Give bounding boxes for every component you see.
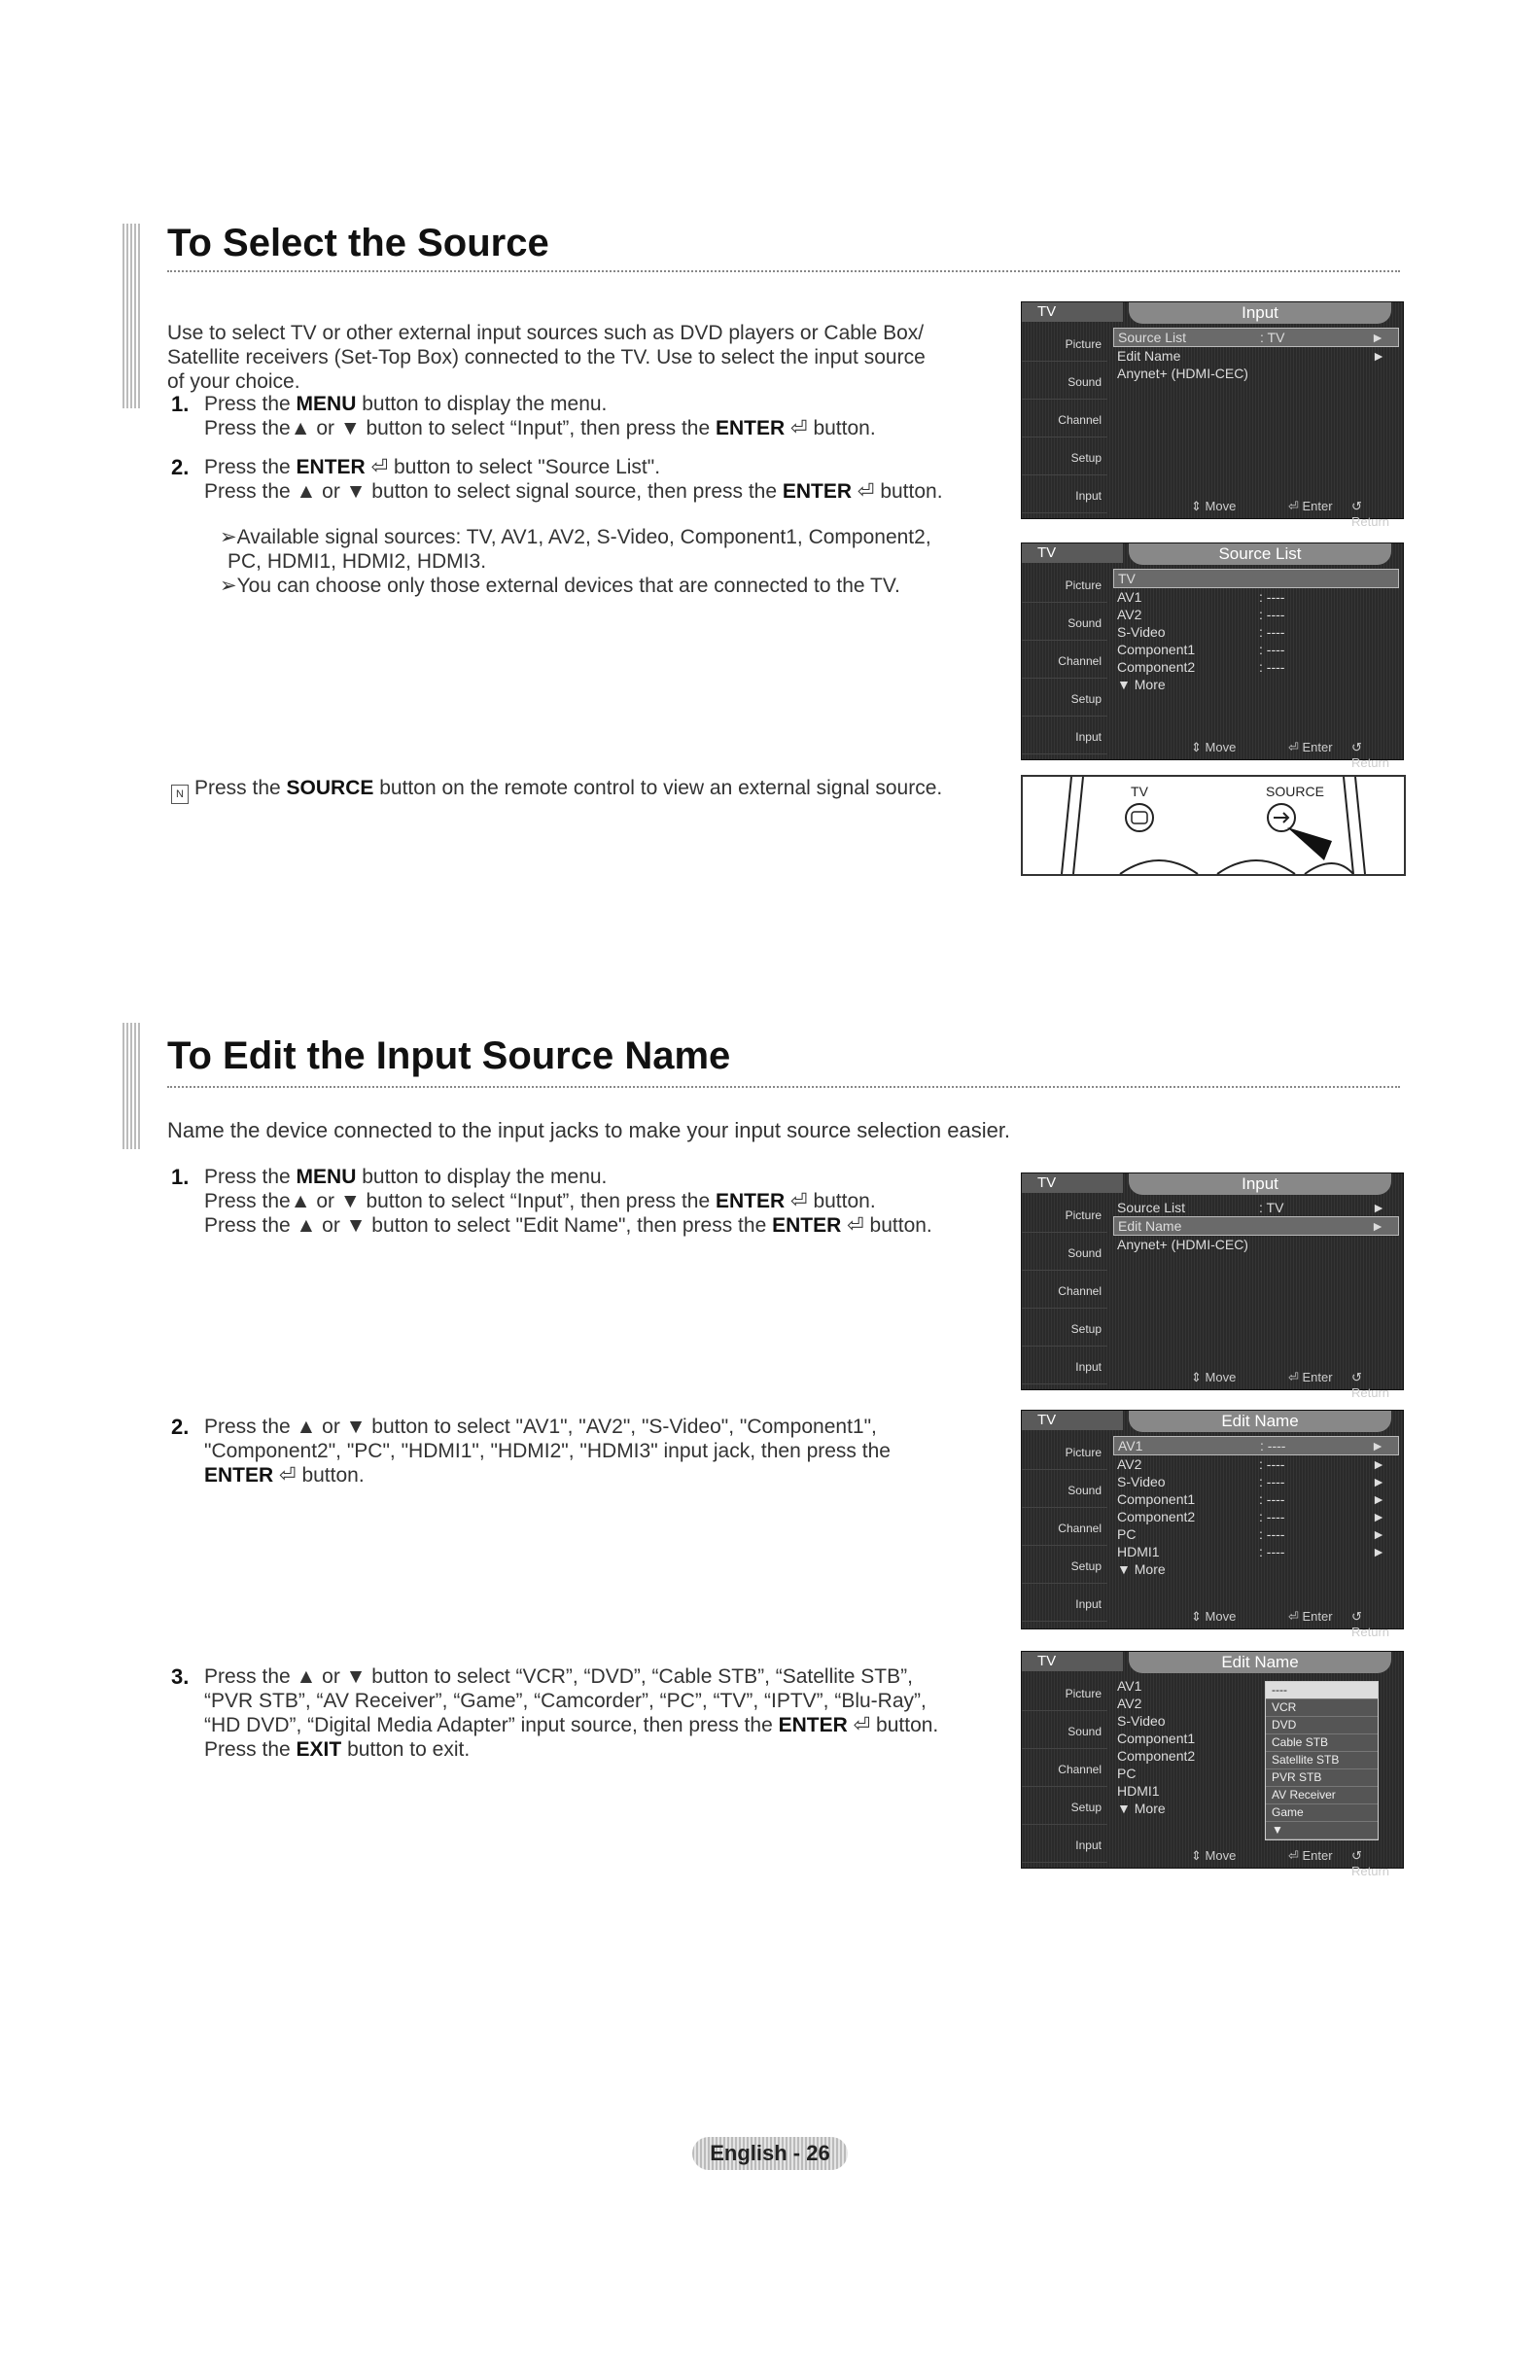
osd-side-item: Input — [1022, 1347, 1107, 1384]
osd-menu-row — [1113, 588, 1399, 606]
osd-menu-row — [1113, 1236, 1399, 1253]
osd-side-item: Setup — [1022, 679, 1107, 717]
osd-row-arrow: ► — [1372, 1509, 1385, 1524]
osd-side-item: Picture — [1022, 565, 1107, 603]
osd-row-label: Component1 — [1117, 1731, 1196, 1746]
osd-menu-row — [1113, 658, 1399, 676]
osd-header: Edit Name — [1129, 1411, 1391, 1432]
page-footer: English - 26 — [692, 2137, 848, 2170]
osd-move: ⇕ Move — [1191, 1848, 1237, 1863]
osd-row-arrow: ► — [1371, 330, 1384, 345]
osd-menu-row — [1113, 1508, 1399, 1525]
osd-side-item: Setup — [1022, 1546, 1107, 1584]
osd-row-value: : TV — [1259, 1200, 1284, 1215]
osd-side-item: Sound — [1022, 603, 1107, 641]
osd-menu-row — [1113, 569, 1399, 588]
osd-enter: ⏎ Enter — [1288, 1609, 1333, 1624]
osd-edit-name — [1021, 1410, 1404, 1639]
osd-row-value: : ---- — [1259, 659, 1285, 675]
osd-popup-item: Satellite STB — [1266, 1752, 1378, 1769]
osd-menu-row — [1113, 676, 1399, 693]
osd-popup-item: AV Receiver — [1266, 1787, 1378, 1804]
osd-row-label: AV2 — [1117, 1696, 1142, 1711]
osd-row-value: : TV — [1260, 330, 1285, 345]
osd-row-value: : ---- — [1259, 1491, 1285, 1507]
osd-side-item: Input — [1022, 717, 1107, 754]
osd-input-menu — [1021, 1172, 1404, 1400]
note-text: ➢Available signal sources: TV, AV1, AV2, S-Video, Component1, Component2, PC, HDMI1, HDMI2, HDMI3. ➢You can choose only those external devices that are connected to the TV. — [220, 526, 931, 597]
osd-menu-row — [1113, 347, 1399, 365]
osd-enter: ⏎ Enter — [1288, 1848, 1333, 1863]
source-note: N Press the SOURCE button on the remote control to view an external signal source. — [171, 776, 942, 804]
osd-tab: TV — [1022, 543, 1123, 563]
osd-side-item: Input — [1022, 1584, 1107, 1622]
osd-side-item: Setup — [1022, 1309, 1107, 1347]
osd-return: ↺ Return — [1351, 1370, 1390, 1400]
osd-return: ↺ Return — [1351, 740, 1390, 770]
osd-row-label: PC — [1117, 1766, 1137, 1781]
osd-menu-row — [1113, 1199, 1399, 1216]
osd-side-item: Channel — [1022, 1508, 1107, 1546]
step-text: Press the ENTER ⏎ button to select "Source List". Press the ▲ or ▼ button to select signal source, then press the ENTER ⏎ button. — [204, 456, 943, 503]
osd-row-arrow: ► — [1371, 1438, 1384, 1453]
osd-input-menu — [1021, 301, 1404, 529]
osd-row-label: Component2 — [1117, 1509, 1196, 1524]
osd-row-label: S-Video — [1117, 1474, 1166, 1489]
osd-row-label: ▼ More — [1117, 677, 1166, 692]
osd-popup-item: DVD — [1266, 1717, 1378, 1734]
osd-row-label: PC — [1117, 1526, 1137, 1542]
osd-side-item: Sound — [1022, 1233, 1107, 1271]
osd-side-item: Channel — [1022, 641, 1107, 679]
osd-row-arrow: ► — [1372, 1544, 1385, 1559]
osd-sidebar — [1022, 324, 1107, 518]
osd-popup-item: PVR STB — [1266, 1769, 1378, 1787]
osd-side-item: Channel — [1022, 400, 1107, 438]
osd-side-item: Sound — [1022, 362, 1107, 400]
osd-row-label: Component1 — [1117, 1491, 1196, 1507]
osd-source-list — [1021, 542, 1404, 770]
osd-tab: TV — [1022, 302, 1123, 322]
osd-row-label: ▼ More — [1117, 1801, 1166, 1816]
osd-menu-row — [1113, 606, 1399, 623]
osd-row-label: AV2 — [1117, 607, 1142, 622]
title-rule — [167, 1086, 1400, 1088]
osd-row-label: HDMI1 — [1117, 1544, 1160, 1559]
osd-enter: ⏎ Enter — [1288, 740, 1333, 754]
osd-side-item: Setup — [1022, 1787, 1107, 1825]
osd-enter: ⏎ Enter — [1288, 1370, 1333, 1384]
osd-edit-name-popup — [1021, 1651, 1404, 1878]
step-text: Press the ▲ or ▼ button to select "AV1", "AV2", "S-Video", "Component1", "Component2", "PC", "HDMI1", "HDMI2", "HDMI3" input jack, then press the ENTER ⏎ button. — [204, 1416, 891, 1487]
osd-row-label: Source List — [1117, 1200, 1186, 1215]
osd-body — [1113, 1199, 1399, 1253]
osd-header: Source List — [1129, 543, 1391, 565]
osd-row-label: Anynet+ (HDMI-CEC) — [1117, 1237, 1248, 1252]
osd-footer — [1113, 1607, 1399, 1639]
step-text: Press the ▲ or ▼ button to select “VCR”, “DVD”, “Cable STB”, “Satellite STB”, “PVR STB”, “AV Receiver”, “Game”, “Camcorder”, “PC”, “TV”, “IPTV”, “Blu-Ray”, “HD DVD”, “Digital Media Adapter” input source, then press the ENTER ⏎ button. Press the EXIT button to exit. — [204, 1665, 939, 1761]
remote-illustration — [1021, 775, 1406, 876]
osd-row-label: S-Video — [1117, 624, 1166, 640]
step-number: 3. — [171, 1664, 190, 1689]
osd-side-item: Picture — [1022, 1195, 1107, 1233]
tv-label: TV — [1131, 784, 1148, 799]
osd-tab: TV — [1022, 1411, 1123, 1430]
osd-footer — [1113, 738, 1399, 770]
osd-menu-row — [1113, 623, 1399, 641]
osd-row-label: TV — [1118, 571, 1136, 586]
intro-text: Use to select TV or other external input sources such as DVD players or Cable Box/ Satellite receivers (Set-Top Box) connected to the TV. Use to select the input source of your choice. — [167, 322, 926, 393]
osd-side-item: Input — [1022, 1825, 1107, 1863]
osd-row-label: AV1 — [1117, 589, 1142, 605]
osd-popup-list — [1265, 1681, 1379, 1840]
osd-menu-row — [1113, 1216, 1399, 1236]
osd-row-value: : ---- — [1259, 1456, 1285, 1472]
osd-row-arrow: ► — [1372, 1474, 1385, 1489]
osd-return: ↺ Return — [1351, 1848, 1390, 1878]
osd-header: Input — [1129, 302, 1391, 324]
osd-row-arrow: ► — [1372, 1526, 1385, 1542]
osd-row-arrow: ► — [1372, 348, 1385, 364]
osd-menu-row — [1113, 1436, 1399, 1455]
osd-row-label: Edit Name — [1117, 348, 1181, 364]
osd-body — [1113, 569, 1399, 693]
osd-side-item: Input — [1022, 475, 1107, 513]
osd-row-label: HDMI1 — [1117, 1783, 1160, 1799]
osd-menu-row — [1113, 365, 1399, 382]
osd-side-item: Sound — [1022, 1711, 1107, 1749]
osd-popup-item: ---- — [1266, 1682, 1378, 1699]
osd-row-value: : ---- — [1259, 1509, 1285, 1524]
osd-row-label: AV2 — [1117, 1456, 1142, 1472]
pointer-arrow-icon — [1287, 827, 1332, 860]
osd-menu-row — [1113, 1525, 1399, 1543]
osd-row-value: : ---- — [1259, 1544, 1285, 1559]
osd-body — [1113, 1436, 1399, 1578]
osd-return: ↺ Return — [1351, 499, 1390, 529]
osd-footer — [1113, 1846, 1399, 1878]
osd-menu-row — [1113, 1560, 1399, 1578]
osd-menu-row — [1113, 328, 1399, 347]
osd-row-label: Source List — [1118, 330, 1187, 345]
osd-menu-row — [1113, 1455, 1399, 1473]
osd-move: ⇕ Move — [1191, 1609, 1237, 1624]
note-icon: N — [171, 785, 189, 804]
osd-row-label: AV1 — [1118, 1438, 1143, 1453]
step-number: 1. — [171, 392, 190, 416]
section-marker — [122, 1023, 140, 1149]
osd-row-value: : ---- — [1260, 1438, 1286, 1453]
osd-tab: TV — [1022, 1173, 1123, 1193]
intro-text: Name the device connected to the input jacks to make your input source selection easier. — [167, 1118, 1011, 1142]
osd-move: ⇕ Move — [1191, 740, 1237, 754]
osd-body — [1113, 328, 1399, 382]
osd-row-arrow: ► — [1372, 1491, 1385, 1507]
osd-sidebar — [1022, 565, 1107, 759]
osd-row-label: Edit Name — [1118, 1218, 1182, 1234]
osd-row-arrow: ► — [1372, 1456, 1385, 1472]
osd-row-label: AV1 — [1117, 1678, 1142, 1694]
osd-enter: ⏎ Enter — [1288, 499, 1333, 513]
osd-row-value: : ---- — [1259, 624, 1285, 640]
osd-sidebar — [1022, 1673, 1107, 1868]
osd-row-label: Component1 — [1117, 642, 1196, 657]
osd-side-item: Sound — [1022, 1470, 1107, 1508]
osd-menu-row — [1113, 641, 1399, 658]
step-number: 2. — [171, 1415, 190, 1439]
step-text: Press the MENU button to display the menu. Press the▲ or ▼ button to select “Input”, then press the ENTER ⏎ button. Press the ▲ or ▼ button to select "Edit Name", then press the ENTER ⏎ button. — [204, 1166, 932, 1237]
osd-row-label: Component2 — [1117, 1748, 1196, 1764]
osd-side-item: Picture — [1022, 1432, 1107, 1470]
osd-popup-item: Cable STB — [1266, 1734, 1378, 1752]
osd-sidebar — [1022, 1432, 1107, 1627]
osd-header: Edit Name — [1129, 1652, 1391, 1673]
osd-row-label: ▼ More — [1117, 1561, 1166, 1577]
tv-button-icon — [1126, 804, 1153, 831]
osd-footer — [1113, 497, 1399, 529]
osd-row-label: S-Video — [1117, 1713, 1166, 1729]
section-marker — [122, 224, 140, 408]
title-rule — [167, 270, 1400, 272]
section-title: To Edit the Input Source Name — [167, 1034, 731, 1077]
osd-row-value: : ---- — [1259, 589, 1285, 605]
section-title: To Select the Source — [167, 222, 549, 264]
osd-side-item: Channel — [1022, 1271, 1107, 1309]
osd-row-label: Anynet+ (HDMI-CEC) — [1117, 366, 1248, 381]
osd-side-item: Picture — [1022, 1673, 1107, 1711]
osd-return: ↺ Return — [1351, 1609, 1390, 1639]
osd-footer — [1113, 1368, 1399, 1400]
osd-tab: TV — [1022, 1652, 1123, 1671]
osd-row-label: Component2 — [1117, 659, 1196, 675]
osd-side-item: Channel — [1022, 1749, 1107, 1787]
osd-header: Input — [1129, 1173, 1391, 1195]
osd-row-arrow: ► — [1372, 1200, 1385, 1215]
osd-row-value: : ---- — [1259, 1526, 1285, 1542]
osd-side-item: Picture — [1022, 324, 1107, 362]
osd-menu-row — [1113, 1490, 1399, 1508]
osd-popup-item: ▼ — [1266, 1822, 1378, 1839]
osd-row-value: : ---- — [1259, 1474, 1285, 1489]
osd-move: ⇕ Move — [1191, 499, 1237, 513]
osd-move: ⇕ Move — [1191, 1370, 1237, 1384]
osd-menu-row — [1113, 1473, 1399, 1490]
step-number: 1. — [171, 1165, 190, 1189]
osd-side-item: Setup — [1022, 438, 1107, 475]
osd-popup-item: Game — [1266, 1804, 1378, 1822]
osd-row-value: : ---- — [1259, 642, 1285, 657]
osd-popup-item: VCR — [1266, 1699, 1378, 1717]
source-label: SOURCE — [1266, 784, 1324, 799]
osd-row-arrow: ► — [1371, 1218, 1384, 1234]
osd-menu-row — [1113, 1543, 1399, 1560]
osd-row-value: : ---- — [1259, 607, 1285, 622]
step-number: 2. — [171, 455, 190, 479]
osd-sidebar — [1022, 1195, 1107, 1389]
step-text: Press the MENU button to display the menu. Press the▲ or ▼ button to select “Input”, then press the ENTER ⏎ button. — [204, 393, 876, 439]
remote-drawing — [1023, 777, 1404, 874]
